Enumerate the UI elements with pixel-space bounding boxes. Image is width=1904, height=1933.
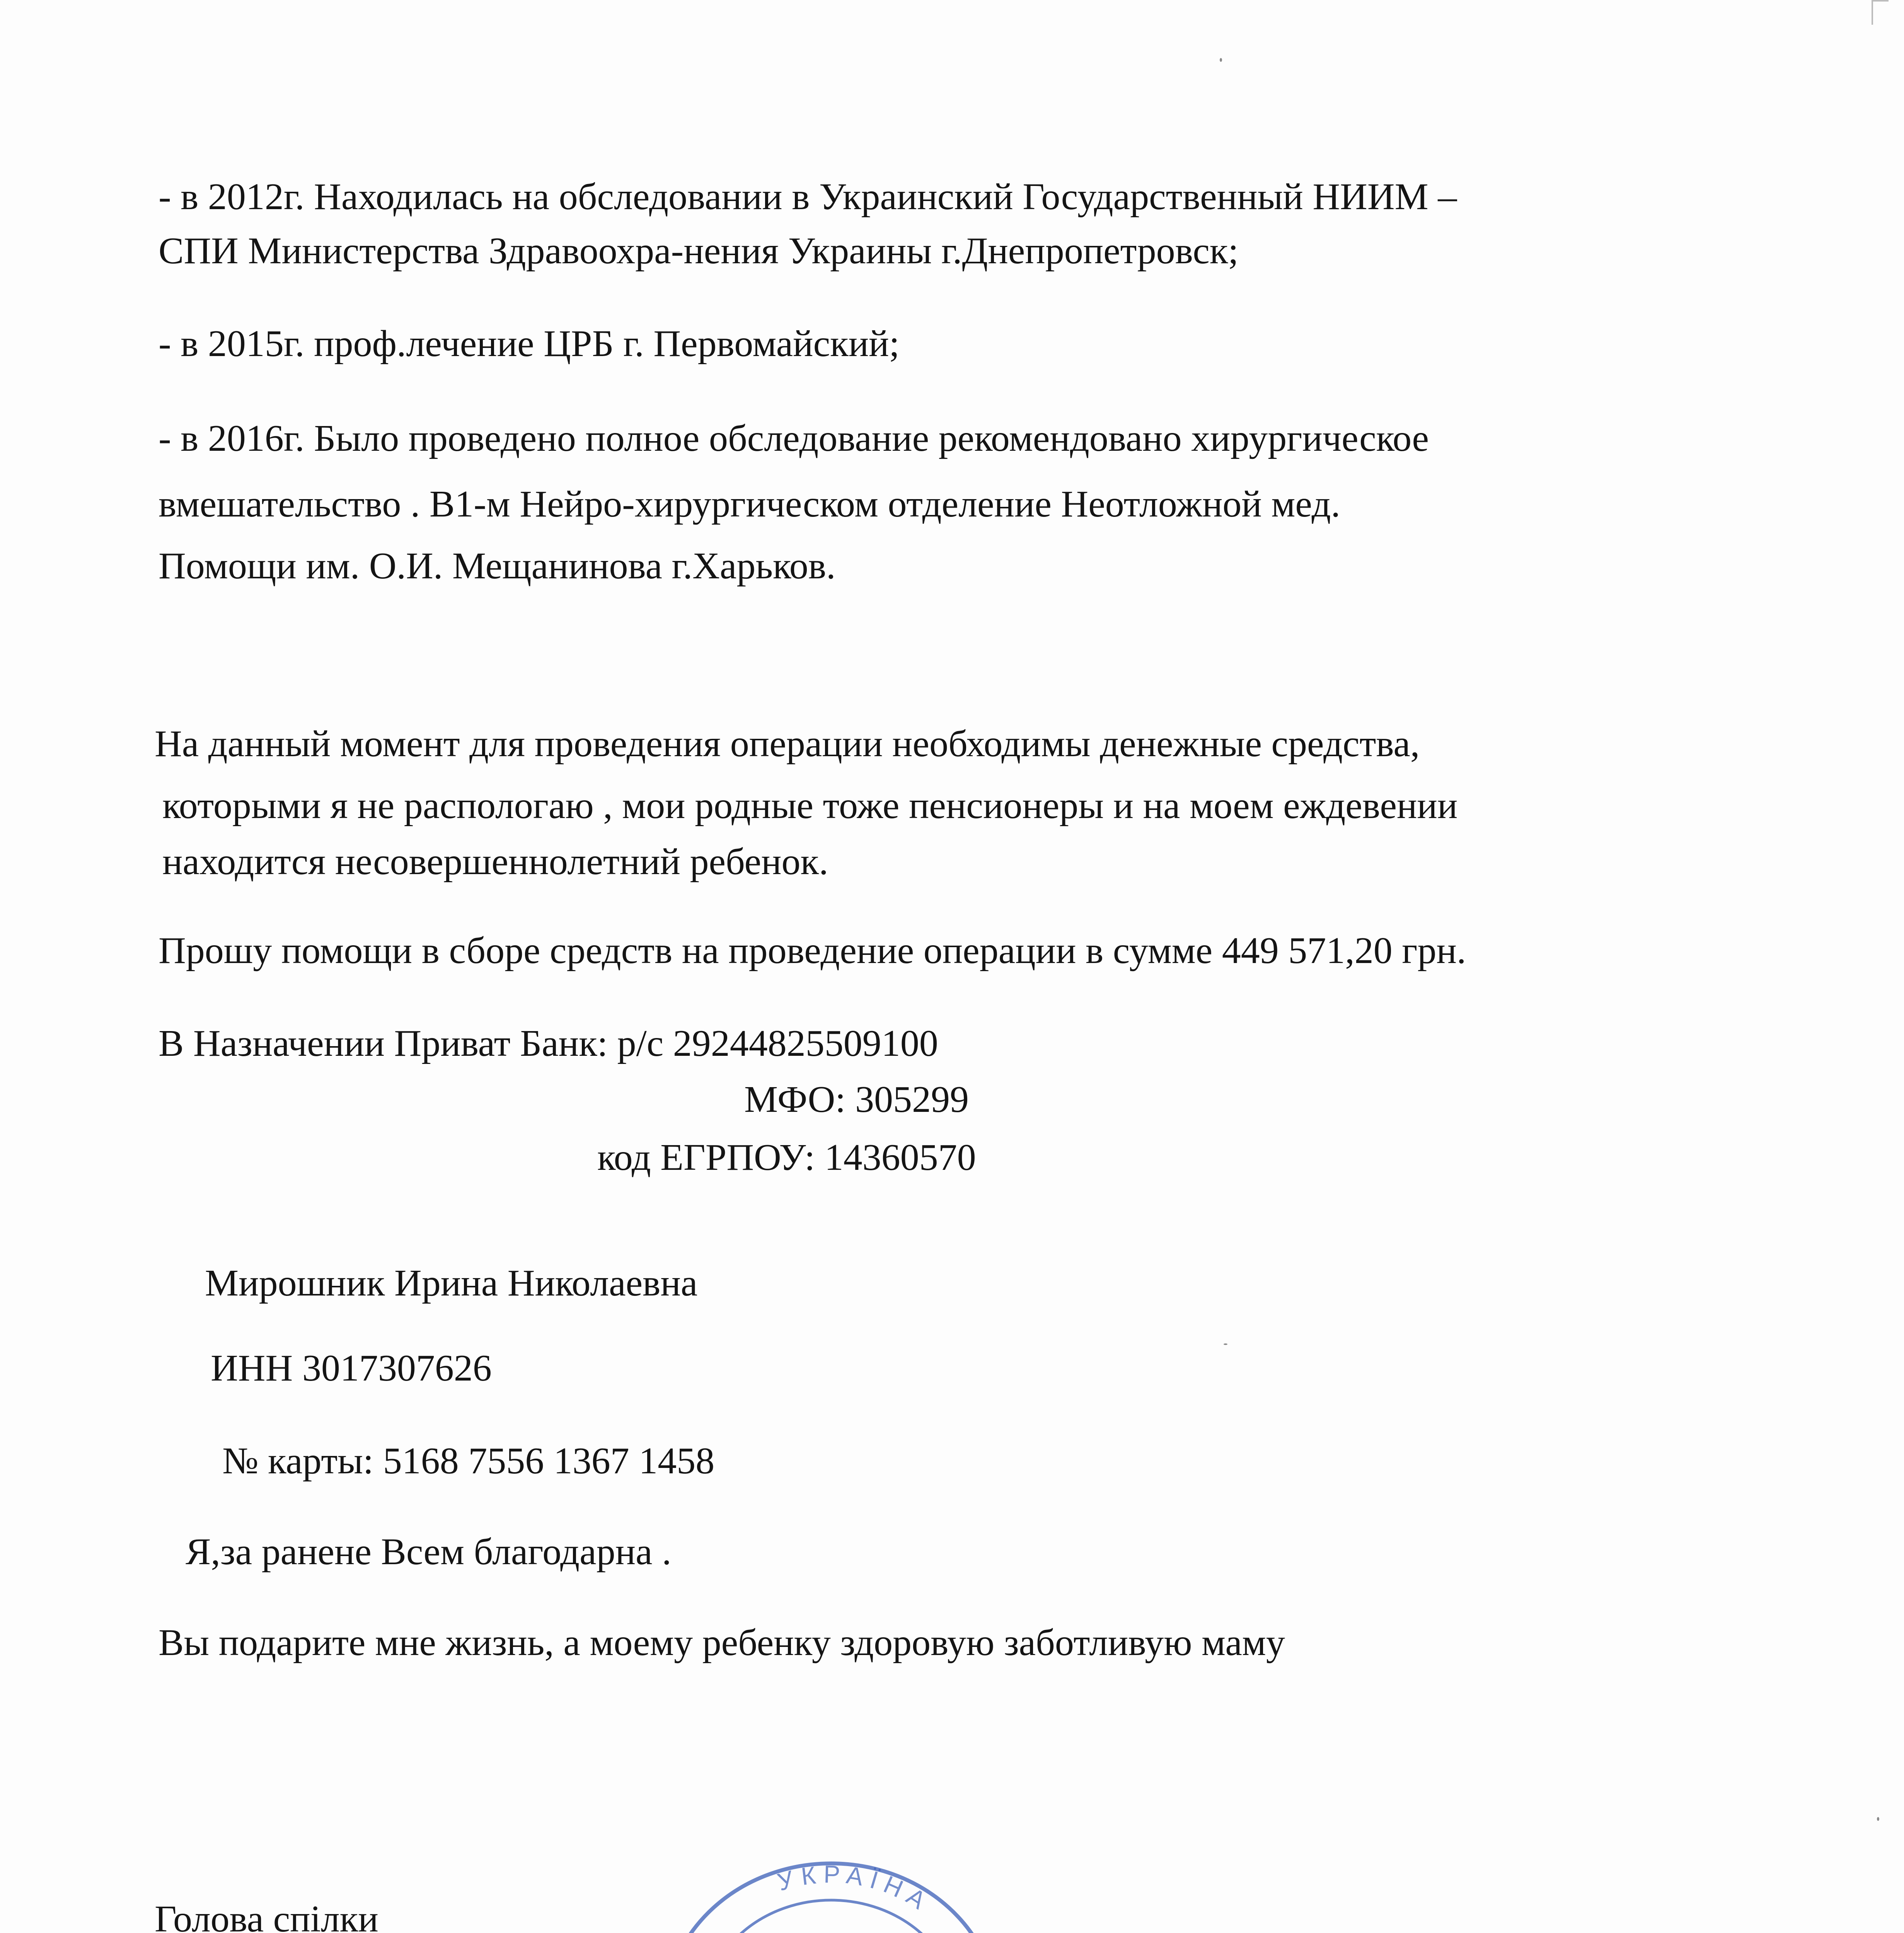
- recipient-card: № карты: 5168 7556 1367 1458: [222, 1440, 715, 1482]
- paragraph-4-line-3: находится несовершеннолетний ребенок.: [162, 841, 828, 883]
- paragraph-4-line-2: которыми я не распологаю , мои родные тоже пенсионеры и на моем еждевении: [162, 785, 1458, 827]
- paragraph-4-line-1: На данный момент для проведения операции необходимы денежные средства,: [155, 723, 1420, 765]
- signature-title-line-1: Голова спілки: [155, 1898, 378, 1933]
- paragraph-1-line-2: СПИ Министерства Здравоохра-нения Украины г.Днепропетровск;: [159, 230, 1239, 272]
- paragraph-3-line-1: - в 2016г. Было проведено полное обследование рекомендовано хирургическое: [159, 418, 1429, 459]
- scan-speck: [1220, 58, 1222, 62]
- scan-speck: [1877, 1817, 1879, 1821]
- bank-account-line: В Назначении Приват Банк: р/с 29244825509100: [159, 1023, 938, 1064]
- closing-line: Вы подарите мне жизнь, а моему ребенку здоровую заботливую маму: [159, 1622, 1285, 1664]
- recipient-name: Мирошник Ирина Николаевна: [205, 1262, 698, 1304]
- paragraph-3-line-3: Помощи им. О.И. Мещанинова г.Харьков.: [159, 545, 836, 587]
- request-line: Прошу помощи в сборе средств на проведение операции в сумме 449 571,20 грн.: [159, 930, 1466, 972]
- paragraph-2-line-1: - в 2015г. проф.лечение ЦРБ г. Первомайский;: [159, 323, 900, 365]
- bank-egrpou-line: код ЕГРПОУ: 14360570: [597, 1137, 976, 1178]
- bank-mfo-line: МФО: 305299: [744, 1079, 969, 1120]
- recipient-inn: ИНН 3017307626: [211, 1347, 492, 1389]
- paragraph-3-line-2: вмешательство . В1-м Нейро-хирургическом отделение Неотложной мед.: [159, 483, 1340, 525]
- scan-speck: [1224, 1343, 1227, 1345]
- thanks-line: Я,за ранене Всем благодарна .: [186, 1531, 672, 1573]
- scan-corner-mark: [1872, 0, 1889, 25]
- paragraph-1-line-1: - в 2012г. Находилась на обследовании в Украинский Государственный НИИМ –: [159, 176, 1457, 218]
- stamp-top-text: УКРАЇНА: [774, 1860, 937, 1918]
- official-stamp: [615, 1832, 1028, 1933]
